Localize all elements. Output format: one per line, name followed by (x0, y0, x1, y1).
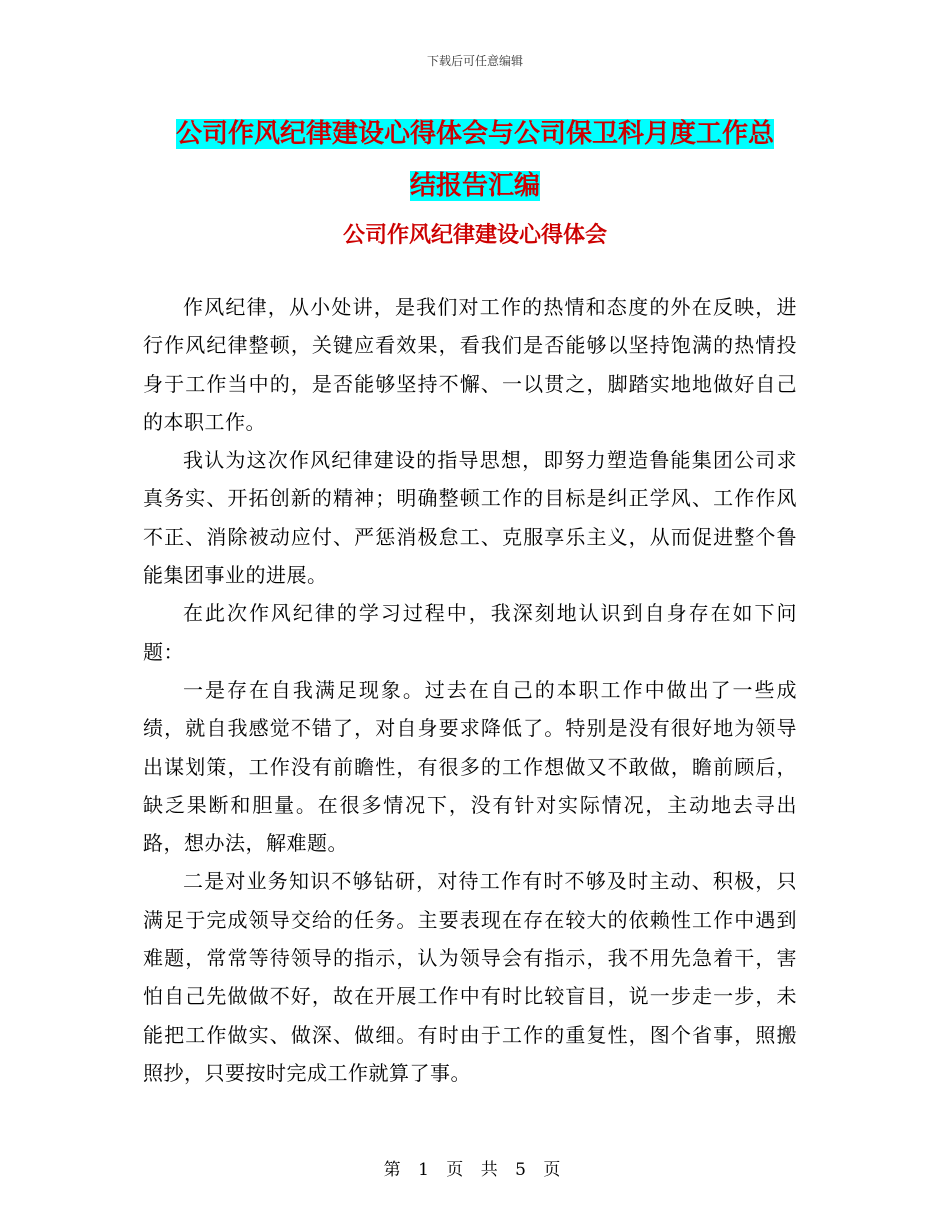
paragraph: 作风纪律，从小处讲，是我们对工作的热情和态度的外在反映，进行作风纪律整顿，关键应看效果，看我们是否能够以坚持饱满的热情投身于工作当中的，是否能够坚持不懈、一以贯之，脚踏实地地做好自己的本职工作。 (143, 295, 797, 434)
page-number-footer: 第 1 页 共 5 页 (383, 1160, 567, 1180)
document-title-line-1: 公司作风纪律建设心得体会与公司保卫科月度工作总 (175, 119, 774, 149)
paragraph: 在此次作风纪律的学习过程中，我深刻地认识到自身存在如下问题： (143, 601, 797, 664)
document-title (140, 108, 810, 212)
section-title: 公司作风纪律建设心得体会 (342, 223, 607, 248)
paragraph: 我认为这次作风纪律建设的指导思想，即努力塑造鲁能集团公司求真务实、开拓创新的精神；明确整顿工作的目标是纠正学风、工作作风不正、消除被动应付、严惩消极怠工、克服享乐主义，从而促进整个鲁能集团事业的进展。 (143, 448, 797, 588)
document-title-line-2: 结报告汇编 (409, 171, 540, 201)
document-body (143, 288, 797, 1092)
paragraph: 二是对业务知识不够钻研，对待工作有时不够及时主动、积极，只满足于完成领导交给的任务。主要表现在存在较大的依赖性工作中遇到难题，常常等待领导的指示，认为领导会有指示，我不用先急着干，害怕自己先做做不好，故在开展工作中有时比较盲目，说一步走一步，未能把工作做实、做深、做细。有时由于工作的重复性，图个省事，照搬照抄，只要按时完成工作就算了事。 (143, 869, 797, 1085)
paragraph: 一是存在自我满足现象。过去在自己的本职工作中做出了一些成绩，就自我感觉不错了，对自身要求降低了。特别是没有很好地为领导出谋划策，工作没有前瞻性，有很多的工作想做又不敢做，瞻前顾后，缺乏果断和胆量。在很多情况下，没有针对实际情况，主动地去寻出路，想办法，解难题。 (143, 677, 797, 856)
header-note: 下载后可任意编辑 (426, 54, 523, 68)
